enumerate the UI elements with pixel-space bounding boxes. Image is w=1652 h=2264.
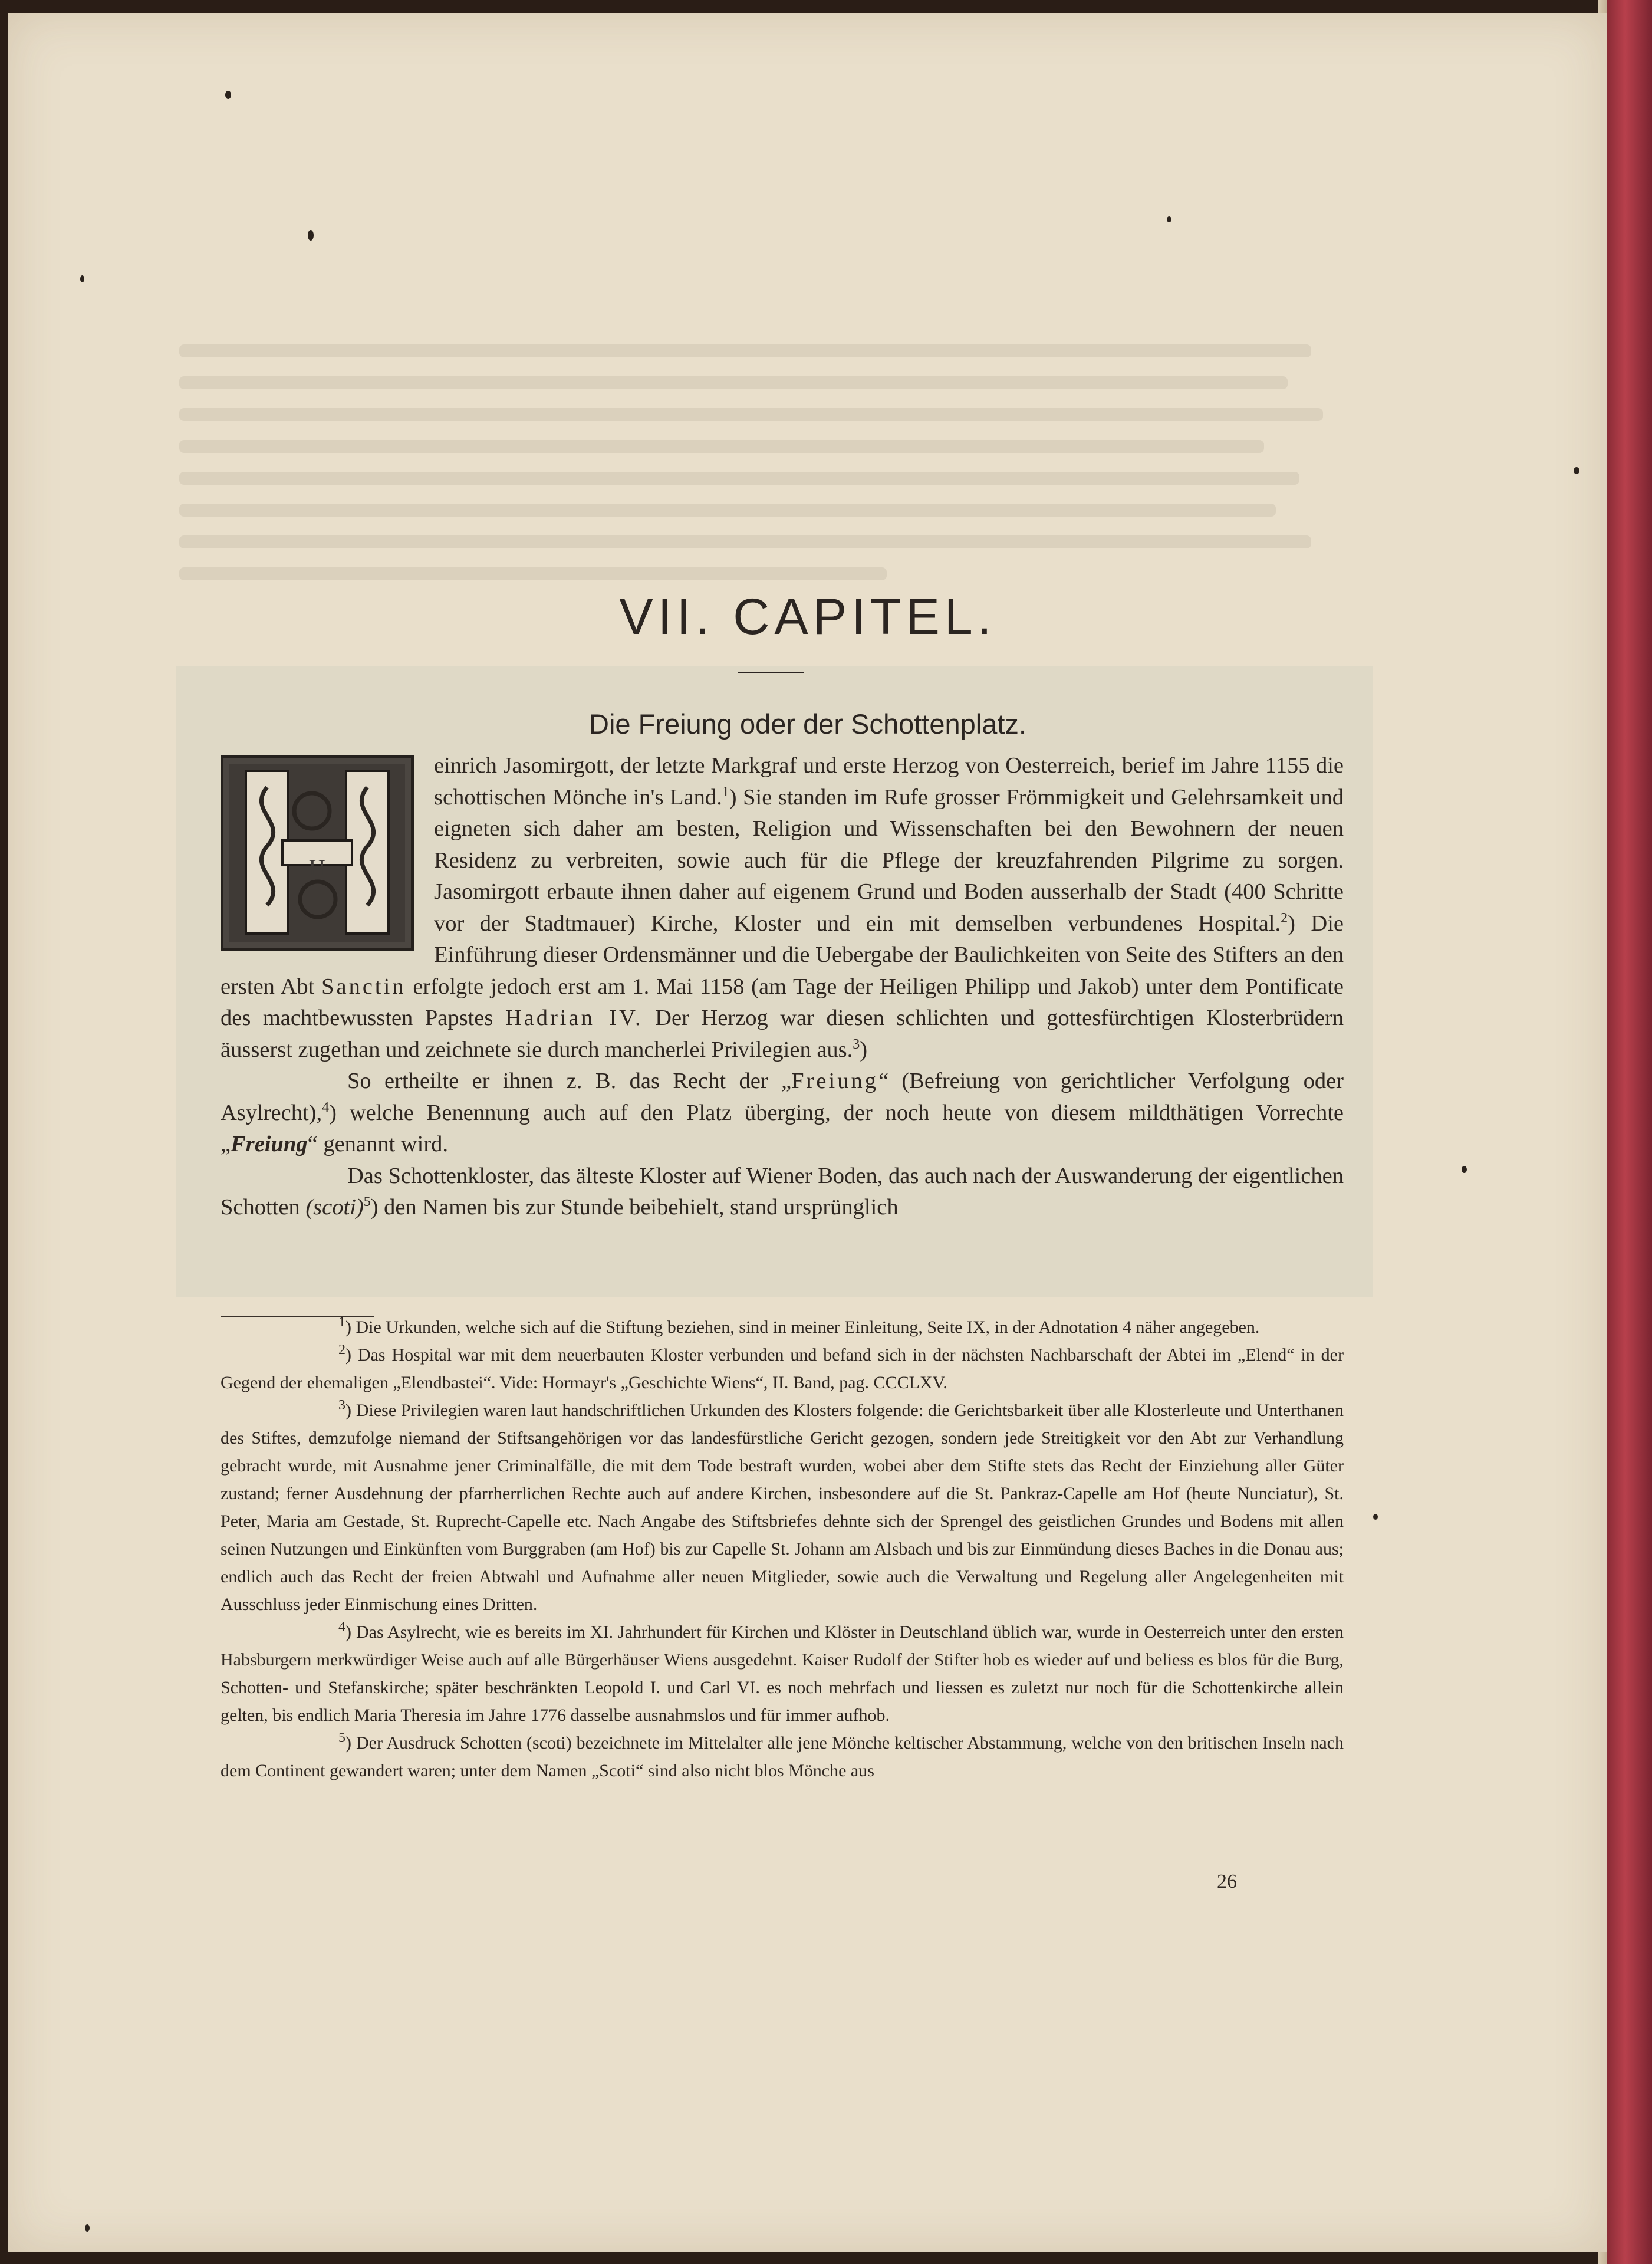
footnotes: [221, 1313, 1344, 1785]
speck: [225, 91, 231, 99]
paragraph-2: So ertheilte er ihnen z. B. das Recht der „Freiung“ (Befreiung von gerichtlicher Verfolgung oder Asylrecht),$^4$) welche Benennung auch auf den Platz überging, der noch heute von diesem mildthätigen Vorrechte „Freiung“ genannt wird.: [221, 1069, 1344, 1156]
speck: [85, 2224, 90, 2232]
chapter-title: VII. CAPITEL.: [619, 589, 996, 645]
speck: [1167, 216, 1171, 222]
footnote-1: $^1$) Die Urkunden, welche sich auf die Stiftung beziehen, sind in meiner Einleitung, Seite IX, in der Adnotation 4 näher angegeben.: [338, 1315, 1260, 1337]
footnote-2: $^2$) Das Hospital war mit dem neuerbauten Kloster verbunden und befand sich in der nächsten Nachbarschaft der Abtei im „Elend“ in der Gegend der ehemaligen „Elendbastei“. Vide: Hormayr's „Geschichte Wiens“, II. Band, pag. CCCLXV.: [221, 1342, 1344, 1392]
title-divider: [738, 672, 804, 673]
page-number: 26: [1217, 1871, 1237, 1892]
body-text: [221, 750, 1344, 1224]
book-spine: [1607, 0, 1652, 2264]
ornamental-h-icon: [223, 758, 411, 948]
footnote-3: $^3$) Diese Privilegien waren laut handschriftlichen Urkunden des Klosters folgende: die Gerichtsbarkeit über alle Klosterleute und Unterthanen des Stiftes, demzufolge niemand der Stiftsangehörigen vor das landesfürstliche Gericht gezogen, sondern jede Streitigkeit vor den Abt zur Verhandlung gebracht wurde, mit Ausnahme jener Criminalfälle, die mit dem Tode bestraft wurden, wobei aber dem Stifte stets das Recht der Einziehung aller Güter zustand; ferner Ausdehnung der pfarrherrlichen Rechte auch auf andere Kirchen, insbesondere auf die St. Pankraz-Capelle am Hof (heute Nunciatur), St. Peter, Maria am Gestade, St. Ruprecht-Capelle etc. Nach Angabe des Stiftsbriefes dehnte sich der Sprengel des geistlichen Grundes und Bodens mit allen seinen Nutzungen und Einkünften vom Burggraben (am Hof) bis zur Capelle St. Johann am Alsbach und bis zur Einmündung dieses Baches in die Donau aus; endlich auch das Recht der freien Abtwahl und Aufnahme aller neuen Mitglieder, sowie auch die Verwaltung und Regelung aller Angelegenheiten mit Ausschluss jeder Einmischung eines Dritten.: [221, 1398, 1344, 1614]
speck: [1373, 1514, 1378, 1520]
footnote-5: $^5$) Der Ausdruck Schotten (scoti) bezeichnete im Mittelalter alle jene Mönche keltischer Abstammung, welche von den britischen Inseln nach dem Continent gewandert waren; unter dem Namen „Scoti“ sind also nicht blos Mönche aus: [221, 1730, 1344, 1780]
paragraph-1: einrich Jasomirgott, der letzte Markgraf und erste Herzog von Oesterreich, berief im Jahre 1155 die schottischen Mönche in's Land.$^1$) Sie standen im Rufe grosser Frömmigkeit und Gelehrsamkeit und eigneten sich daher am besten, Religion und Wissenschaften bei den Bewohnern der neuen Residenz zu verbreiten, sowie auch für die Pflege der kreuzfahrenden Pilgrime zu sorgen. Jasomirgott erbaute ihnen daher auf eigenem Grund und Boden ausserhalb der Stadt (400 Schritte vor der Stadtmauer) Kirche, Kloster und ein mit demselben verbundenes Hospital.$^2$) Die Einführung dieser Ordensmänner und die Uebergabe der Baulichkeiten von Seite des Stifters an den ersten Abt Sanctin erfolgte jedoch erst am 1. Mai 1158 (am Tage der Heiligen Philipp und Jakob) unter dem Pontificate des machtbewussten Papstes Hadrian IV. Der Herzog war diesen schlichten und gottesfürchtigen Klosterbrüdern äusserst zugethan und zeichnete sie durch mancherlei Privilegien aus.$^3$): [221, 753, 1344, 1062]
speck: [1574, 467, 1579, 474]
speck: [308, 230, 314, 241]
initial-letter: H: [308, 855, 326, 881]
speck: [80, 275, 84, 282]
section-title: Die Freiung oder der Schottenplatz.: [589, 708, 1026, 740]
book-page: [8, 13, 1607, 2252]
paragraph-3: Das Schottenkloster, das älteste Kloster auf Wiener Boden, das auch nach der Auswanderung der eigentlichen Schotten $(scoti)^5$) den Namen bis zur Stunde beibehielt, stand ursprünglich: [221, 1163, 1344, 1220]
decorated-initial: [221, 755, 414, 951]
speck: [1462, 1166, 1467, 1173]
footnote-4: $^4$) Das Asylrecht, wie es bereits im XI. Jahrhundert für Kirchen und Klöster in Deutschland üblich war, wurde in Oesterreich unter den ersten Habsburgern merkwürdiger Weise auch auf alle Bürgerhäuser Wiens ausgedehnt. Kaiser Rudolf der Stifter hob es wieder auf und beliess es blos für die Burg, Schotten- und Stefanskirche; später beschränkten Leopold I. und Carl VI. es noch mehrfach und liessen es zuletzt nur noch für die Schottenkirche allein gelten, bis endlich Maria Theresia im Jahre 1776 dasselbe ausnahmslos und für immer aufhob.: [221, 1619, 1344, 1725]
bleed-through-text: [179, 326, 1358, 632]
